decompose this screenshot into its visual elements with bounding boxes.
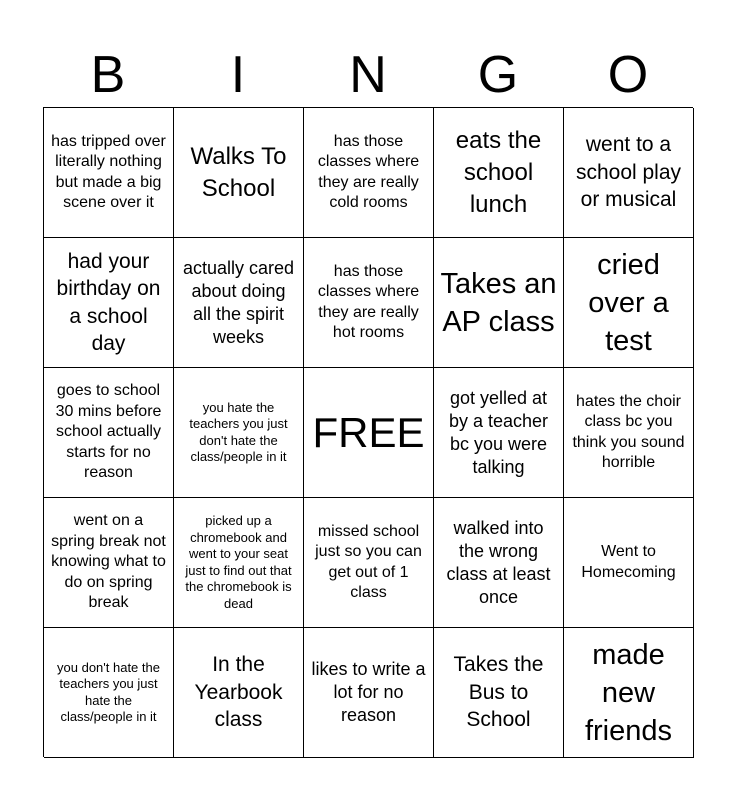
cell-text: had your birthday on a school day [56,249,161,355]
cell-text: has those classes where they are really hot rooms [317,262,420,341]
cell-text: went to a school play or musical [575,133,682,212]
cell-text: missed school just so you can get out of 1 class [315,522,422,601]
bingo-cell[interactable] [434,108,564,238]
cell-text: walked into the wrong class at least once [446,517,551,607]
cell-text: has tripped over literally nothing but made a big scene over it [51,132,166,211]
bingo-cell[interactable] [174,498,304,628]
bingo-cell[interactable] [174,628,304,758]
cell-text: In the Yearbook class [194,653,283,732]
bingo-cell[interactable] [174,108,304,238]
cell-text: picked up a chromebook and went to your seat just to find out that the chromebook is dead [185,513,292,611]
bingo-cell[interactable] [434,368,564,498]
bingo-cell[interactable] [564,368,694,498]
bingo-cell[interactable] [564,238,694,368]
cell-text: actually cared about doing all the spirit weeks [182,257,295,347]
cell-text: eats the school lunch [455,126,542,218]
cell-text: you don't hate the teachers you just hate the class/people in it [57,659,160,724]
bingo-cell[interactable] [44,368,174,498]
cell-text: Went to Homecoming [581,543,676,581]
cell-text: Takes the Bus to School [453,653,544,732]
cell-text: has those classes where they are really cold rooms [317,132,420,211]
bingo-cell[interactable] [434,628,564,758]
cell-text: you hate the teachers you just don't hate the class/people in it [189,399,288,464]
cell-text: Walks To School [190,142,287,202]
bingo-cell[interactable] [174,238,304,368]
cell-text: Takes an AP class [440,267,557,338]
cell-text: cried over a test [588,248,669,357]
header-letter-i: I [230,46,246,104]
bingo-cell[interactable] [174,368,304,498]
cell-text: hates the choir class bc you think you sound horrible [572,392,685,471]
header-letter-o: O [607,46,649,104]
cell-text: made new friends [584,638,673,747]
free-text: FREE [312,408,425,456]
bingo-cell[interactable] [304,108,434,238]
bingo-cell[interactable] [44,238,174,368]
bingo-cell[interactable] [564,628,694,758]
bingo-cell[interactable] [44,628,174,758]
bingo-board [43,107,693,757]
bingo-header [43,44,693,106]
header-letter-g: G [477,46,519,104]
cell-text: goes to school 30 mins before school actually starts for no reason [55,382,162,482]
bingo-cell[interactable] [564,498,694,628]
free-cell[interactable] [304,368,434,498]
header-letter-n: N [349,46,387,104]
cell-text: likes to write a lot for no reason [311,659,426,725]
bingo-cell[interactable] [44,108,174,238]
bingo-cell[interactable] [434,238,564,368]
bingo-cell[interactable] [434,498,564,628]
bingo-cell[interactable] [304,628,434,758]
bingo-cell[interactable] [304,498,434,628]
cell-text: went on a spring break not knowing what to do on spring break [51,512,166,612]
bingo-cell[interactable] [304,238,434,368]
bingo-cell[interactable] [564,108,694,238]
cell-text: got yelled at by a teacher bc you were talking [448,387,549,477]
header-letter-b: B [90,46,126,104]
bingo-cell[interactable] [44,498,174,628]
